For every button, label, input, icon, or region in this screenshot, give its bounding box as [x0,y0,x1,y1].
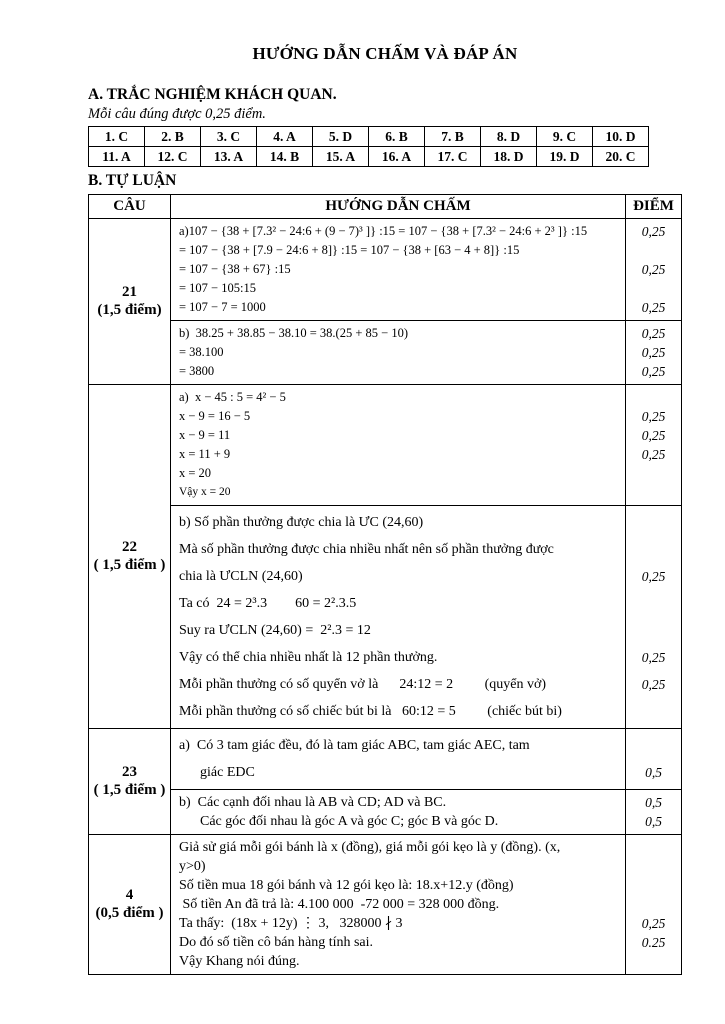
answer-line: x = 20 [179,466,212,480]
question-number: 21 [122,284,137,300]
point-value [626,590,681,617]
answer-content-cell [171,219,626,321]
answer-line: b) Số phần thưởng được chia là ƯC (24,60) [179,515,424,530]
question-points-label: (0,5 điểm ) [95,905,164,921]
point-value [626,895,681,914]
mc-answer-cell: 20. C [593,147,649,167]
answer-line: Vậy Khang nói đúng. [179,954,300,969]
answer-line: Ta thấy: (18x + 12y) ⋮ 3, 328000 ∤ 3 [179,916,403,931]
mc-answer-cell: 12. C [145,147,201,167]
mc-answer-cell: 17. C [425,147,481,167]
point-value: 0,5 [645,795,662,810]
point-value [626,952,681,971]
essay-row [89,219,682,321]
question-points-label: ( 1,5 điểm ) [93,557,166,573]
answer-content-cell [171,790,626,835]
multiple-choice-table [88,126,649,167]
point-value [626,241,681,260]
point-value: 0,25 [641,300,666,315]
point-value [626,876,681,895]
mc-answer-cell: 14. B [257,147,313,167]
point-value: 0.25 [641,935,666,950]
question-number-cell [89,385,171,729]
points-cell [626,385,682,506]
answer-line: x − 9 = 11 [179,428,231,442]
essay-row [89,729,682,790]
answer-line: a) x − 45 : 5 = 4² − 5 [179,390,286,404]
answer-line: a)107 − {38 + [7.3² − 24:6 + (9 − 7)³ ]} :15 = 107 − {38 + [7.3² − 24:6 + 2³ ]} :15 [179,224,588,238]
answer-line: = 107 − 7 = 1000 [179,300,266,314]
essay-row [89,321,682,385]
answer-line: Suy ra ƯCLN (24,60) = 2².3 = 12 [179,623,371,638]
point-value: 0,25 [641,650,666,665]
answer-line: y>0) [179,859,206,874]
point-value: 0,5 [645,814,662,829]
answer-line: Giả sử giá mỗi gói bánh là x (đồng), giá mỗi gói kẹo là y (đồng). (x, [179,840,561,855]
mc-answer-cell: 7. B [425,127,481,147]
point-value [626,388,681,407]
point-value [626,483,681,502]
point-value: 0,25 [641,326,666,341]
point-value [626,857,681,876]
answer-content-cell [171,506,626,729]
mc-answer-cell: 13. A [201,147,257,167]
question-number-cell [89,219,171,385]
mc-answer-row [89,147,649,167]
essay-answer-table [88,194,682,975]
answer-line: chia là ƯCLN (24,60) [179,569,303,584]
answer-line: Vậy x = 20 [179,486,231,498]
answer-line: = 107 − {38 + [7.9 − 24:6 + 8]} :15 = 107 − {38 + [63 − 4 + 8]} :15 [179,243,520,257]
answer-line: Mỗi phần thưởng có số chiếc bút bi là 60:12 = 5 (chiếc bút bi) [179,704,562,719]
mc-answer-cell: 2. B [145,127,201,147]
point-value [626,536,681,563]
question-points-label: ( 1,5 điểm ) [93,782,166,798]
section-a-note: Mỗi câu đúng được 0,25 điểm. [88,106,266,122]
section-a-heading: A. TRẮC NGHIỆM KHÁCH QUAN. [88,86,337,103]
answer-line: = 107 − {38 + 67} :15 [179,262,291,276]
point-value: 0,25 [641,916,666,931]
answer-line: Số tiền mua 18 gói bánh và 12 gói kẹo là: 18.x+12.y (đồng) [179,878,514,893]
point-value: 0,25 [641,677,666,692]
section-b-heading: B. TỰ LUẬN [88,172,177,189]
question-number-cell [89,729,171,835]
answer-content-cell [171,321,626,385]
essay-header-row [89,195,682,219]
point-value: 0,25 [641,569,666,584]
question-number: 4 [125,887,134,903]
points-cell [626,729,682,790]
answer-content-cell [171,385,626,506]
answer-line: = 38.100 [179,345,224,359]
answer-content-cell [171,729,626,790]
mc-answer-row [89,127,649,147]
answer-line: x − 9 = 16 − 5 [179,409,251,423]
question-number: 22 [122,539,137,555]
mc-answer-cell: 10. D [593,127,649,147]
point-value [626,732,681,759]
point-value: 0,25 [641,364,666,379]
point-value [626,509,681,536]
mc-answer-cell: 15. A [313,147,369,167]
point-value: 0,25 [641,447,666,462]
question-number-cell [89,835,171,975]
answer-line: b) 38.25 + 38.85 − 38.10 = 38.(25 + 85 − 10) [179,326,408,340]
point-value [626,464,681,483]
page-title: HƯỚNG DẪN CHẤM VÀ ĐÁP ÁN [252,44,518,63]
points-cell [626,790,682,835]
point-value: 0,25 [641,224,666,239]
essay-row [89,506,682,729]
point-value: 0,25 [641,262,666,277]
mc-answer-cell: 4. A [257,127,313,147]
answer-line: x = 11 + 9 [179,447,231,461]
points-cell [626,219,682,321]
point-value: 0,25 [641,428,666,443]
mc-answer-cell: 3. C [201,127,257,147]
points-cell [626,321,682,385]
essay-row [89,835,682,975]
mc-answer-cell: 16. A [369,147,425,167]
point-value: 0,25 [641,409,666,424]
point-value: 0,25 [641,345,666,360]
point-value [626,279,681,298]
point-value: 0,5 [645,765,662,780]
answer-line: = 107 − 105:15 [179,281,256,295]
mc-answer-cell: 5. D [313,127,369,147]
essay-header-points: ĐIỂM [626,195,682,219]
answer-line: Các góc đối nhau là góc A và góc C; góc B và góc D. [179,814,499,829]
points-cell [626,506,682,729]
essay-row [89,790,682,835]
mc-answer-cell: 1. C [89,127,145,147]
essay-row [89,385,682,506]
question-points-label: (1,5 điểm) [97,302,162,318]
point-value [626,838,681,857]
answer-line: = 3800 [179,364,215,378]
mc-answer-cell: 18. D [481,147,537,167]
mc-answer-cell: 11. A [89,147,145,167]
mc-answer-cell: 6. B [369,127,425,147]
mc-answer-cell: 9. C [537,127,593,147]
question-number: 23 [122,764,137,780]
answer-line: giác EDC [179,765,255,780]
answer-line: Mỗi phần thưởng có số quyển vở là 24:12 = 2 (quyển vở) [179,677,547,692]
point-value [626,698,681,725]
answer-line: Ta có 24 = 2³.3 60 = 2².3.5 [179,596,357,611]
mc-answer-cell: 8. D [481,127,537,147]
answer-line: Mà số phần thưởng được chia nhiều nhất nên số phần thưởng được [179,542,554,557]
answer-line: a) Có 3 tam giác đều, đó là tam giác ABC, tam giác AEC, tam [179,738,530,753]
answer-content-cell [171,835,626,975]
answer-line: Do đó số tiền cô bán hàng tính sai. [179,935,374,950]
essay-header-guide: HƯỚNG DẪN CHẤM [171,195,626,219]
answer-line: Vậy có thể chia nhiều nhất là 12 phần thưởng. [179,650,438,665]
answer-line: b) Các cạnh đối nhau là AB và CD; AD và BC. [179,795,447,810]
essay-header-question: CÂU [89,195,171,219]
answer-line: Số tiền An đã trả là: 4.100 000 -72 000 = 328 000 đồng. [179,897,500,912]
point-value [626,617,681,644]
points-cell [626,835,682,975]
mc-answer-cell: 19. D [537,147,593,167]
